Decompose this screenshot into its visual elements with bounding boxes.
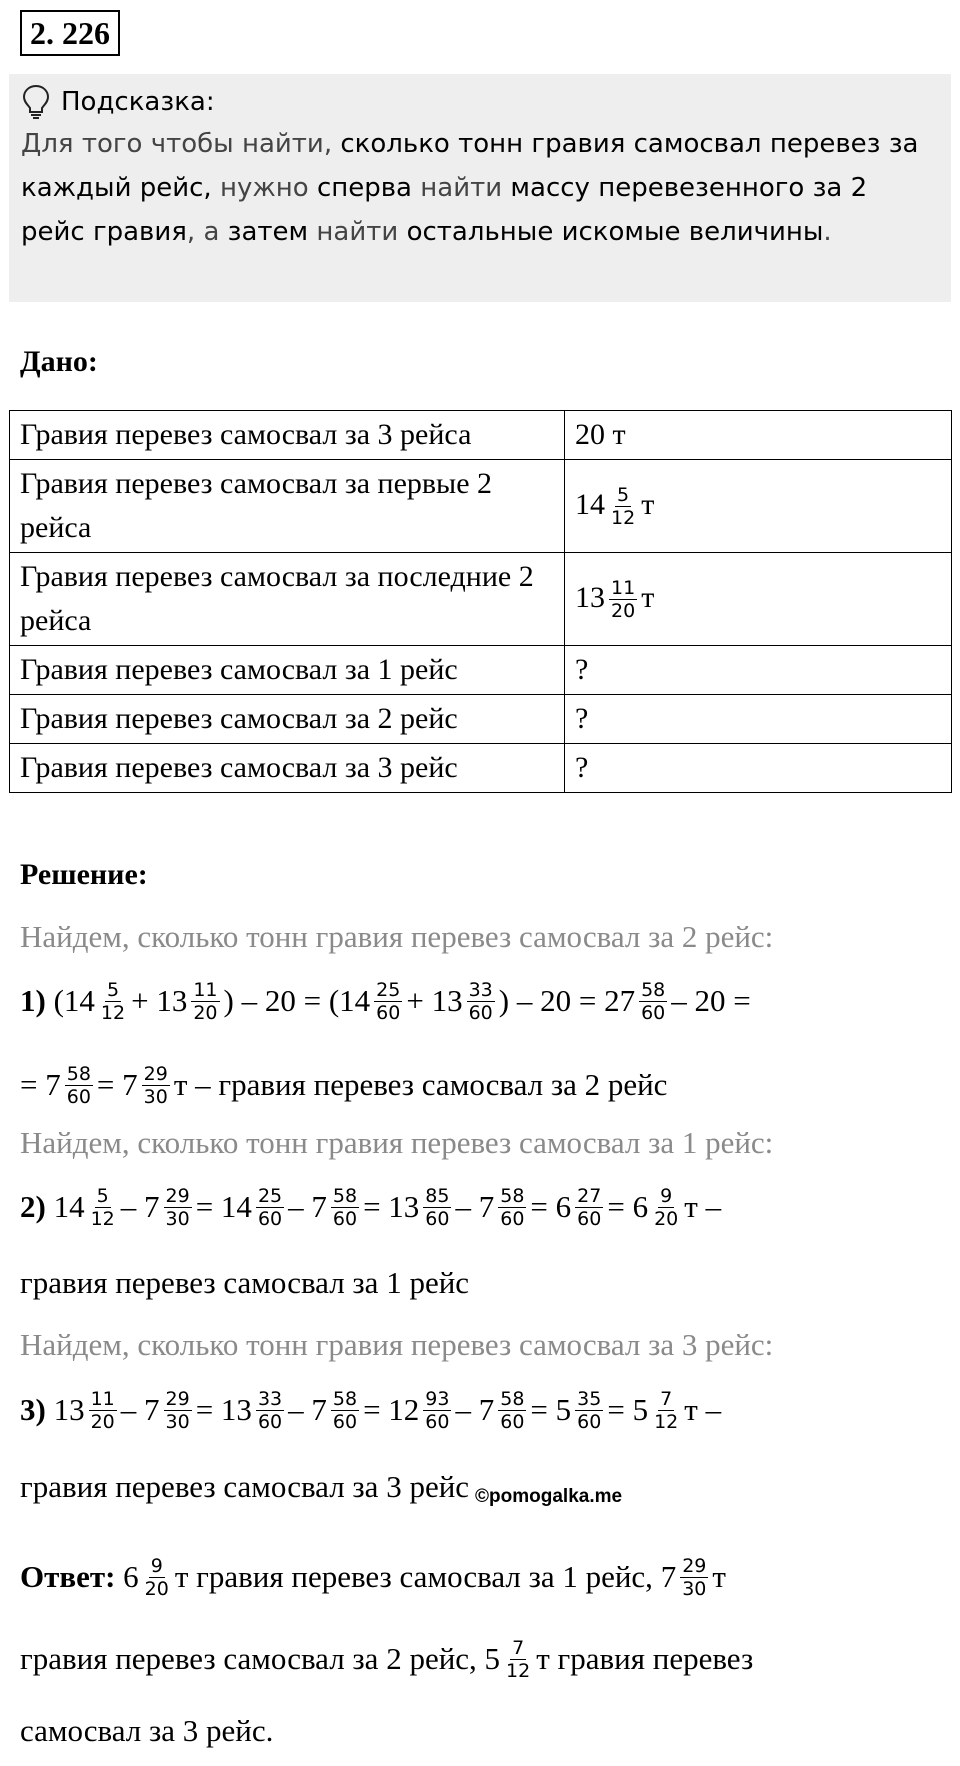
hint-title: Подсказка: [61,87,215,117]
answer-line-3: самосвал за 3 рейс. [20,1713,274,1748]
given-desc: Гравия перевез самосвал за первые 2 рейса [10,460,565,553]
given-desc: Гравия перевез самосвал за 2 рейс [10,695,565,744]
given-table [9,410,952,793]
step2-result: гравия перевез самосвал за 1 рейс [20,1265,470,1300]
given-label: Дано: [20,345,98,378]
step2-equation: 2) 14 $\frac{5}{12}$ – 7 $\frac{29}{30}$ = 14 $\frac{25}{60}$ – 7 $\frac{58}{60}$ = 13 $\frac{85}{60}$ – 7 $\frac{58}{60}$ = 6 $\frac{27}{60}$ = 6 $\frac{9}{20}$ т – [20,1184,722,1230]
table-row [10,460,952,553]
table-row [10,695,952,744]
given-value: 13 $\frac{11}{20}$ т [565,553,952,646]
solution-label: Решение: [20,858,148,891]
answer-line-1: Ответ: 6 $\frac{9}{20}$ т гравия перевез самосвал за 1 рейс, 7 $\frac{29}{30}$ т [20,1554,726,1600]
given-desc: Гравия перевез самосвал за последние 2 рейса [10,553,565,646]
given-value: 14 $\frac{5}{12}$ т [565,460,952,553]
hint-text: Для того чтобы найти, сколько тонн гравия самосвал перевез за каждый рейс, нужно сперва найти массу перевезенного за 2 рейс гравия, а затем найти остальные искомые величины. [21,129,919,247]
given-desc: Гравия перевез самосвал за 3 рейса [10,411,565,460]
step1-result: = 7 $\frac{58}{60}$ = 7 $\frac{29}{30}$ т – гравия перевез самосвал за 2 рейс [20,1062,668,1108]
lightbulb-icon [21,84,51,120]
step3-equation: 3) 13 $\frac{11}{20}$ – 7 $\frac{29}{30}$ = 13 $\frac{33}{60}$ – 7 $\frac{58}{60}$ = 12 $\frac{93}{60}$ – 7 $\frac{58}{60}$ = 5 $\frac{35}{60}$ = 5 $\frac{7}{12}$ т – [20,1387,722,1433]
given-value: ? [565,695,952,744]
table-row [10,411,952,460]
given-value: 20 т [565,411,952,460]
step2-intro: Найдем, сколько тонн гравия перевез самосвал за 1 рейс: [20,1125,774,1160]
table-row [10,744,952,793]
step1-equation: 1) (14 $\frac{5}{12}$ + 13 $\frac{11}{20}$ ) – 20 = (14 $\frac{25}{60}$ + 13 $\frac{33}{60}$ ) – 20 = 27 $\frac{58}{60}$ – 20 = [20,978,751,1024]
watermark: ©pomogalka.me [475,1486,623,1507]
task-number: 2. 226 [20,10,120,56]
step3-result: гравия перевез самосвал за 3 рейс ©pomogalka.me [20,1469,623,1507]
answer-line-2: гравия перевез самосвал за 2 рейс, 5 $\frac{7}{12}$ т гравия перевез [20,1636,754,1682]
given-value: ? [565,646,952,695]
given-desc: Гравия перевез самосвал за 3 рейс [10,744,565,793]
step1-intro: Найдем, сколько тонн гравия перевез самосвал за 2 рейс: [20,919,774,954]
given-desc: Гравия перевез самосвал за 1 рейс [10,646,565,695]
table-row [10,646,952,695]
table-row [10,553,952,646]
hint-box [9,74,951,302]
given-value: ? [565,744,952,793]
hint-title-row [21,82,937,122]
step3-intro: Найдем, сколько тонн гравия перевез самосвал за 3 рейс: [20,1327,774,1362]
